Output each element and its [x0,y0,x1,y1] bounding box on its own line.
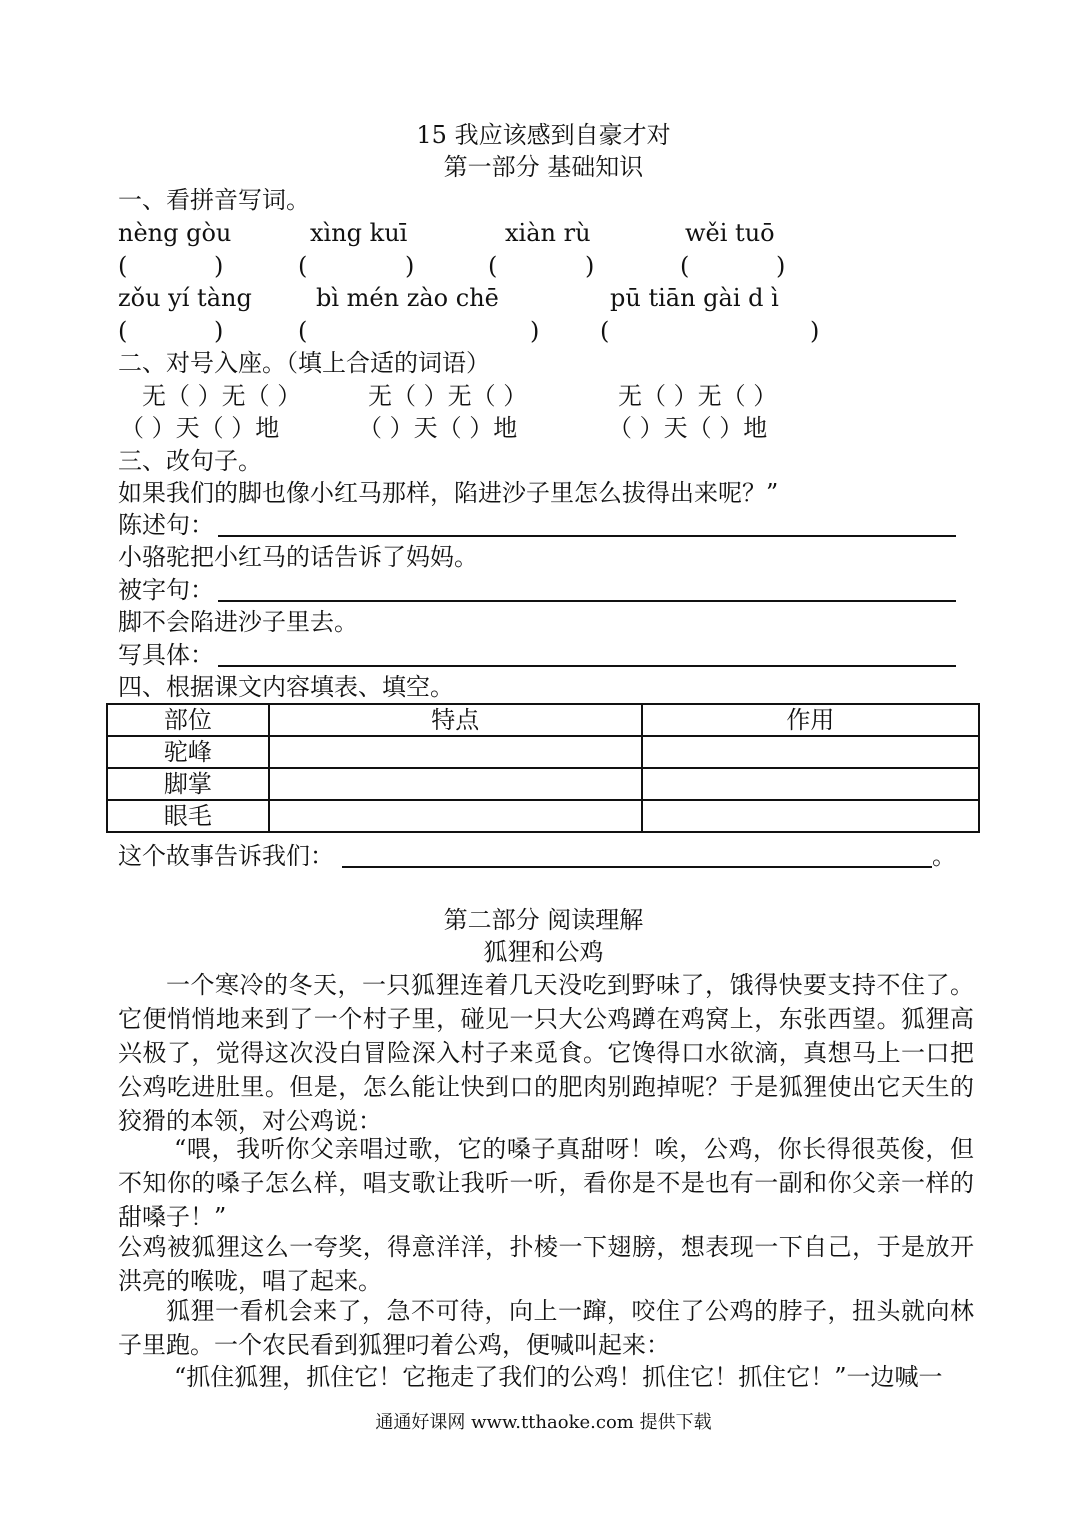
pinyin-1: nèng gòu [118,219,232,247]
paragraph-3: 公鸡被狐狸这么一夸奖，得意洋洋，扑棱一下翅膀，想表现一下自己，于是放开洪亮的喉咙，唱了起来。 [118,1233,974,1295]
paren-open: ( [118,252,128,280]
pinyin-5: zǒu yí tàng [118,284,252,312]
sentence-2: 小骆驼把小红马的话告诉了妈妈。 [118,543,478,571]
paren-close: ) [214,317,224,345]
paragraph-5: “抓住狐狸，抓住它！它拖走了我们的公鸡！抓住它！抓住它！”一边喊一 [174,1363,943,1391]
label-passive: 被字句： [118,576,214,604]
answer-cell[interactable] [269,800,642,832]
pinyin-7: pū tiān gài d ì [610,284,779,312]
sentence-3: 脚不会陷进沙子里去。 [118,608,358,636]
paragraph-2: “喂，我听你父亲唱过歌，它的嗓子真甜呀！唉，公鸡，你长得很英俊，但不知你的嗓子怎么样，唱支歌让我听一听，看你是不是也有一副和你父亲一样的甜嗓子！” [118,1135,974,1231]
pinyin-6: bì mén zào chē [316,284,499,312]
answer-line[interactable] [342,866,932,868]
camel-features-table [106,703,980,833]
paren-open: ( [298,252,308,280]
table-row [107,800,979,832]
pinyin-4: wěi tuō [685,219,775,247]
answer-line[interactable] [218,600,956,602]
answer-cell[interactable] [642,800,979,832]
q2-heading: 二、对号入座。（填上合适的词语） [118,349,490,377]
pinyin-3: xiàn rù [505,219,591,247]
paren-close: ) [405,252,415,280]
table-row [107,768,979,800]
row-label: 眼毛 [107,800,269,832]
footer-credit: 通通好课网 www.tthaoke.com 提供下载 [375,1412,712,1433]
lesson-title: 15 我应该感到自豪才对 [416,121,671,149]
table-header-row [107,704,979,736]
answer-cell[interactable] [269,736,642,768]
header-function: 作用 [642,704,979,736]
paren-open: ( [600,317,610,345]
paragraph-1: 一个寒冷的冬天，一只狐狸连着几天没吃到野味了，饿得快要支持不住了。它便悄悄地来到了一个村子里，碰见一只大公鸡蹲在鸡窝上，东张西望。狐狸高兴极了，觉得这次没白冒险深入村子来觅食。它馋得口水欲滴，真想马上一口把公鸡吃进肚里。但是，怎么能让快到口的肥肉别跑掉呢？于是狐狸使出它天生的狡猾的本领，对公鸡说： [118,971,974,1135]
header-feature: 特点 [269,704,642,736]
fill-group-4: （ ）天（ ）地 [120,414,280,442]
answer-line[interactable] [218,665,956,667]
table-row [107,736,979,768]
fill-group-1: 无（ ）无（ ） [142,382,302,410]
q3-heading: 三、改句子。 [118,447,262,475]
paren-close: ) [530,317,540,345]
fill-group-3: 无（ ）无（ ） [618,382,778,410]
paren-close: ) [776,252,786,280]
period: 。 [932,842,956,870]
q4-heading: 四、根据课文内容填表、填空。 [118,673,454,701]
paren-open: ( [680,252,690,280]
paren-close: ) [810,317,820,345]
label-elaborate: 写具体： [118,641,214,669]
fill-group-6: （ ）天（ ）地 [608,414,768,442]
fill-group-2: 无（ ）无（ ） [368,382,528,410]
part1-heading: 第一部分 基础知识 [443,153,644,181]
answer-cell[interactable] [269,768,642,800]
q1-heading: 一、看拼音写词。 [118,186,310,214]
pinyin-2: xìng kuī [310,219,408,247]
part2-heading: 第二部分 阅读理解 [443,906,644,934]
paragraph-4: 狐狸一看机会来了，急不可待，向上一蹿，咬住了公鸡的脖子，扭头就向林子里跑。一个农民看到狐狸叼着公鸡，便喊叫起来： [118,1297,974,1359]
row-label: 驼峰 [107,736,269,768]
answer-line[interactable] [218,535,956,537]
answer-cell[interactable] [642,768,979,800]
header-part: 部位 [107,704,269,736]
story-lesson-label: 这个故事告诉我们： [118,842,334,870]
paren-open: ( [118,317,128,345]
answer-cell[interactable] [642,736,979,768]
label-declarative: 陈述句： [118,511,214,539]
paren-close: ) [585,252,595,280]
fill-group-5: （ ）天（ ）地 [358,414,518,442]
story-title: 狐狸和公鸡 [483,938,604,966]
paren-open: ( [488,252,498,280]
sentence-1: 如果我们的脚也像小红马那样，陷进沙子里怎么拔得出来呢？” [118,479,779,507]
row-label: 脚掌 [107,768,269,800]
paren-close: ) [214,252,224,280]
paren-open: ( [298,317,308,345]
